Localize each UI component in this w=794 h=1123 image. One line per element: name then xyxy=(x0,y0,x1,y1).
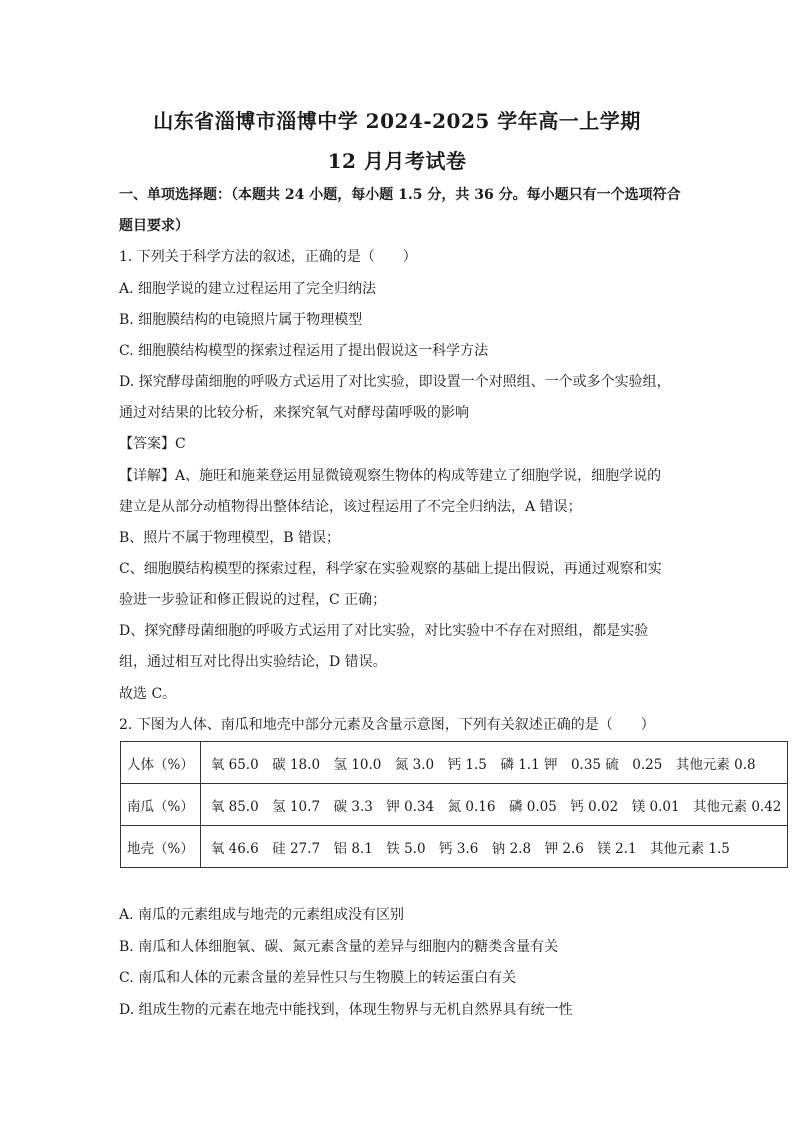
question-2-option-a: A. 南瓜的元素组成与地壳的元素组成没有区别 xyxy=(119,907,405,923)
exam-subtitle: 12 月月考试卷 xyxy=(327,149,467,173)
exam-title: 山东省淄博市淄博中学 2024-2025 学年高一上学期 xyxy=(153,109,641,133)
table-row-label: 人体（%） xyxy=(121,742,201,784)
table-row-label: 南瓜（%） xyxy=(121,784,201,826)
table-row-values: 氧 46.6 硅 27.7 铝 8.1 铁 5.0 钙 3.6 钠 2.8 钾 2.6 镁 2.1 其他元素 1.5 xyxy=(200,826,788,868)
question-2-option-c: C. 南瓜和人体的元素含量的差异性只与生物膜上的转运蛋白有关 xyxy=(119,970,517,986)
question-1-detail-line: D、探究酵母菌细胞的呼吸方式运用了对比实验，对比实验中不存在对照组，都是实验 xyxy=(119,623,649,639)
question-2-stem: 2. 下图为人体、南瓜和地壳中部分元素及含量示意图，下列有关叙述正确的是（ ） xyxy=(119,717,655,733)
section-heading: 一、单项选择题：（本题共 24 小题，每小题 1.5 分，共 36 分。每小题只有一个选项符合 xyxy=(119,187,681,203)
question-1-detail-line: 组，通过相互对比得出实验结论，D 错误。 xyxy=(119,654,387,670)
table-row xyxy=(121,784,788,826)
table-row-values: 氧 65.0 碳 18.0 氢 10.0 氮 3.0 钙 1.5 磷 1.1 钾 0.35 硫 0.25 其他元素 0.8 xyxy=(200,742,788,784)
question-1-stem: 1. 下列关于科学方法的叙述，正确的是（ ） xyxy=(119,249,417,265)
question-1-option-d: D. 探究酵母菌细胞的呼吸方式运用了对比实验，即设置一个对照组、一个或多个实验组， xyxy=(119,374,671,390)
question-2-option-d: D. 组成生物的元素在地壳中能找到，体现生物界与无机自然界具有统一性 xyxy=(119,1002,573,1018)
question-1-detail-line: 建立是从部分动植物得出整体结论，该过程运用了不完全归纳法，A 错误； xyxy=(119,499,582,515)
question-1-option-c: C. 细胞膜结构模型的探索过程运用了提出假说这一科学方法 xyxy=(119,343,489,359)
question-1-detail-line: B、照片不属于物理模型，B 错误； xyxy=(119,530,341,546)
element-content-table xyxy=(120,741,788,868)
question-1-detail-line: C、细胞膜结构模型的探索过程，科学家在实验观察的基础上提出假说，再通过观察和实 xyxy=(119,561,662,577)
question-1-detail-line: 验进一步验证和修正假说的过程，C 正确； xyxy=(119,592,387,608)
question-1-option-d-cont: 通过对结果的比较分析，来探究氧气对酵母菌呼吸的影响 xyxy=(119,405,469,421)
table-row xyxy=(121,742,788,784)
table-row-values: 氧 85.0 氢 10.7 碳 3.3 钾 0.34 氮 0.16 磷 0.05 钙 0.02 镁 0.01 其他元素 0.42 xyxy=(200,784,788,826)
question-1-option-a: A. 细胞学说的建立过程运用了完全归纳法 xyxy=(119,281,377,297)
question-1-answer: 【答案】C xyxy=(119,436,186,452)
table-row xyxy=(121,826,788,868)
question-1-detail-line: 【详解】A、施旺和施莱登运用显微镜观察生物体的构成等建立了细胞学说，细胞学说的 xyxy=(119,468,662,484)
table-row-label: 地壳（%） xyxy=(121,826,201,868)
question-2-option-b: B. 南瓜和人体细胞氧、碳、氮元素含量的差异与细胞内的糖类含量有关 xyxy=(119,939,559,955)
question-1-option-b: B. 细胞膜结构的电镜照片属于物理模型 xyxy=(119,312,363,328)
question-1-conclusion: 故选 C。 xyxy=(119,686,177,702)
section-heading-cont: 题目要求） xyxy=(119,218,189,234)
